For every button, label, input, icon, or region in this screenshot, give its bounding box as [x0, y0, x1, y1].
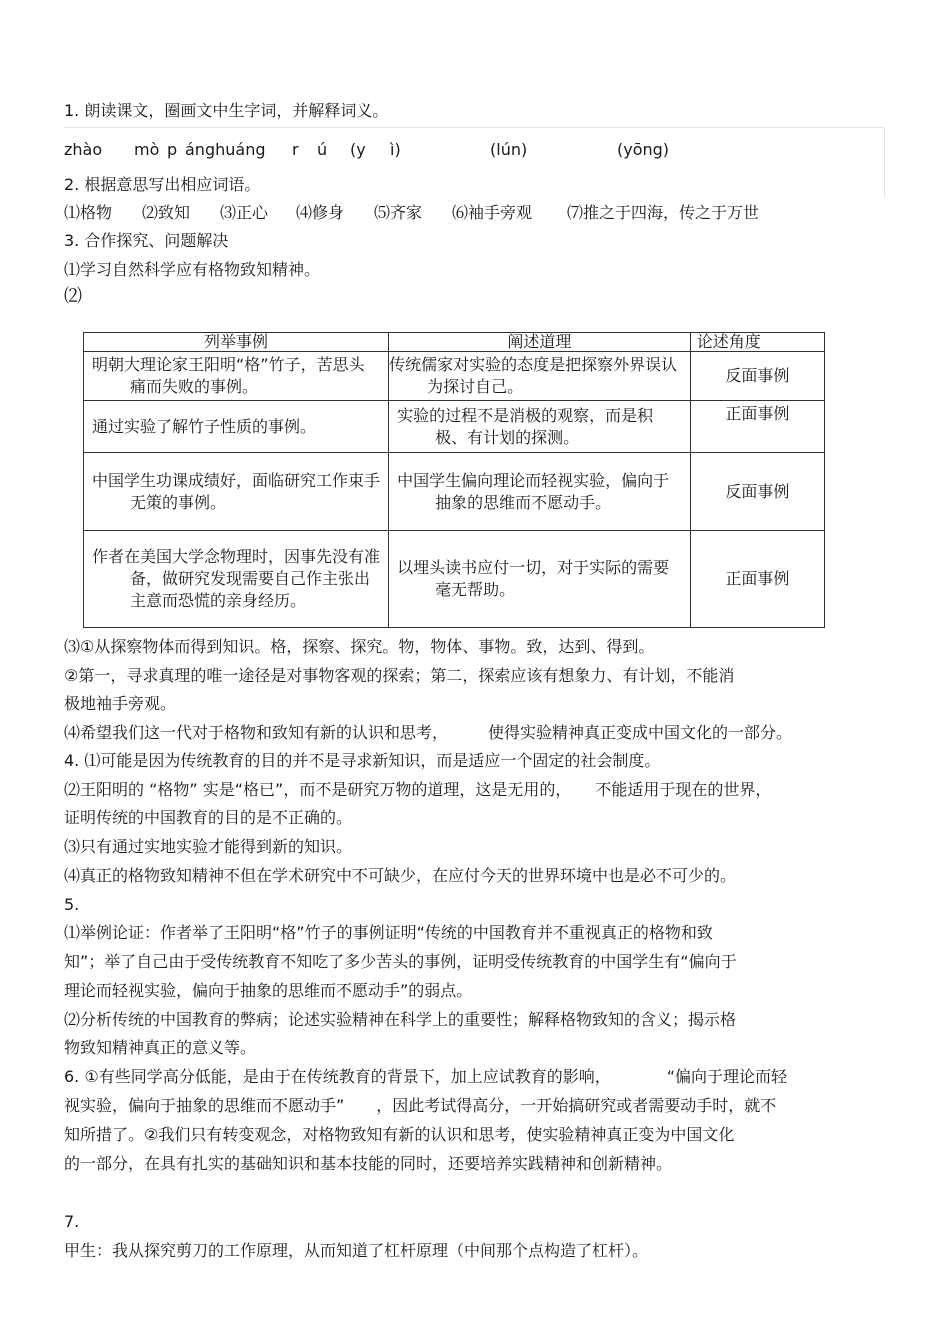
- header-angle: 论述角度: [690, 333, 824, 352]
- pinyin-item: ú: [317, 140, 328, 159]
- q3-p1: ⑴学习自然科学应有格物致知精神。: [64, 260, 321, 279]
- q5-line5: 物致知精神真正的意义等。: [64, 1038, 257, 1057]
- q2-title: 2. 根据意思写出相应词语。: [64, 175, 261, 194]
- term: ⑹袖手旁观: [452, 203, 533, 222]
- q4-line4: ⑶只有通过实地实验才能得到新的知识。: [64, 837, 353, 856]
- cell-angle: 正面事例: [690, 531, 824, 628]
- pinyin-item: p: [167, 140, 178, 159]
- q3-p2: ⑵: [64, 286, 82, 307]
- q6-line3: 知所措了。②我们只有转变观念，对格物致知有新的认识和思考，使实验精神真正变为中国文化: [64, 1125, 735, 1144]
- cell-example: 作者在美国大学念物理时，因事先没有准备，做研究发现需要自己作主张出主意而恐慌的亲身经历。: [84, 531, 389, 628]
- cell-reason: 传统儒家对实验的态度是把探察外界误认为探讨自己。: [389, 352, 691, 401]
- pinyin-item: zhào: [64, 140, 103, 159]
- term: ⑵致知: [142, 203, 191, 222]
- term: ⑺推之于四海，传之于万世: [567, 203, 760, 222]
- q4-line2: ⑵王阳明的 “格物” 实是“格已”，而不是研究万物的道理，这是无用的， 不能适用于现在的世界，: [64, 780, 772, 799]
- cell-example: 通过实验了解竹子性质的事例。: [84, 401, 389, 453]
- table-row: [84, 453, 825, 531]
- header-example: 列举事例: [84, 333, 389, 352]
- pinyin-item: ánghuáng: [185, 140, 266, 159]
- cell-angle: 反面事例: [690, 352, 824, 401]
- term: ⑴格物: [64, 203, 113, 222]
- term: ⑸齐家: [374, 203, 423, 222]
- q7-number: 7.: [64, 1212, 80, 1231]
- cell-example: 明朝大理论家王阳明“格”竹子，苦思头痛而失败的事例。: [84, 352, 389, 401]
- header-reason: 阐述道理: [389, 333, 691, 352]
- q6-line1: 6. ①有些同学高分低能，是由于在传统教育的背景下，加上应试教育的影响， “偏向于理论而轻: [64, 1067, 787, 1086]
- cell-reason: 以埋头读书应付一切，对于实际的需要毫无帮助。: [389, 531, 691, 628]
- pinyin-item: ì): [390, 140, 401, 159]
- table-row: [84, 401, 825, 453]
- table-row: [84, 352, 825, 401]
- cell-example: 中国学生功课成绩好，面临研究工作束手无策的事例。: [84, 453, 389, 531]
- q5-line4: ⑵分析传统的中国教育的弊病；论述实验精神在科学上的重要性；解释格物致知的含义；揭示格: [64, 1010, 737, 1029]
- cell-angle: 正面事例: [690, 401, 824, 453]
- q4-line5: ⑷真正的格物致知精神不但在学术研究中不可缺少，在应付今天的世界环境中也是必不可少的。: [64, 866, 737, 885]
- term: ⑶正心: [220, 203, 269, 222]
- table-header-row: [84, 333, 825, 352]
- q7-line1: 甲生：我从探究剪刀的工作原理，从而知道了杠杆原理（中间那个点构造了杠杆）。: [64, 1241, 649, 1260]
- pinyin-item: mò: [134, 140, 160, 159]
- q3-p3b-line2: 极地袖手旁观。: [64, 694, 177, 713]
- q6-line4: 的一部分，在具有扎实的基础知识和基本技能的同时，还要培养实践精神和创新精神。: [64, 1154, 673, 1173]
- examples-table: [83, 332, 825, 628]
- q5-number: 5.: [64, 895, 80, 914]
- q6-line2: 视实验，偏向于抽象的思维而不愿动手” ，因此考试得高分，一开始搞研究或者需要动手时，就不: [64, 1096, 777, 1115]
- q1-title: 1. 朗读课文，圈画文中生字词，并解释词义。: [64, 101, 389, 120]
- pinyin-item: (lún): [490, 140, 528, 159]
- q4-line1: 4. ⑴可能是因为传统教育的目的并不是寻求新知识，而是适应一个固定的社会制度。: [64, 751, 661, 770]
- q3-p3b-line1: ②第一，寻求真理的唯一途径是对事物客观的探索；第二，探索应该有想象力、有计划，不能消: [64, 666, 735, 685]
- q5-line3: 理论而轻视实验，偏向于抽象的思维而不愿动手”的弱点。: [64, 981, 473, 1000]
- q4-line3: 证明传统的中国教育的目的是不正确的。: [64, 808, 353, 827]
- pinyin-item: (y: [350, 140, 366, 159]
- pinyin-item: (yōng): [617, 140, 670, 159]
- q3-p4: ⑷希望我们这一代对于格物和致知有新的认识和思考， 使得实验精神真正变成中国文化的一部分。: [64, 723, 793, 742]
- cell-reason: 实验的过程不是消极的观察，而是积极、有计划的探测。: [389, 401, 691, 453]
- cell-angle: 反面事例: [690, 453, 824, 531]
- q5-line2: 知”；举了自己由于受传统教育不知吃了多少苦头的事例，证明受传统教育的中国学生有“偏向于: [64, 952, 737, 971]
- cell-reason: 中国学生偏向理论而轻视实验，偏向于抽象的思维而不愿动手。: [389, 453, 691, 531]
- term: ⑷修身: [296, 203, 345, 222]
- pinyin-item: r: [292, 140, 299, 159]
- q5-line1: ⑴举例论证：作者举了王阳明“格”竹子的事例证明“传统的中国教育并不重视真正的格物和致: [64, 923, 713, 942]
- table-row: [84, 531, 825, 628]
- q3-p3a: ⑶①从探察物体而得到知识。格，探察、探究。物，物体、事物。致，达到、得到。: [64, 637, 655, 656]
- q3-title: 3. 合作探究、问题解决: [64, 231, 229, 250]
